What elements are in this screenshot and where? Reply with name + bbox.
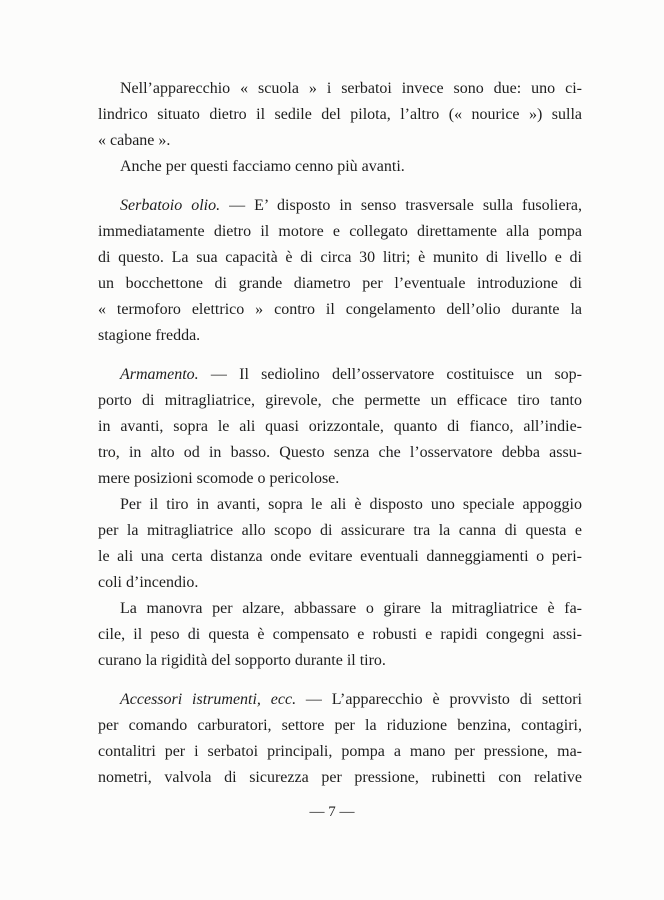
paragraph bbox=[98, 492, 582, 596]
text-line: di questo. La sua capacità è di circa 30 litri; è munito di livello e di bbox=[98, 249, 582, 266]
text-line: le ali una certa distanza onde evitare eventuali danneggiamenti o peri- bbox=[98, 548, 582, 565]
text-line: Per il tiro in avanti, sopra le ali è disposto uno speciale appoggio bbox=[120, 496, 582, 513]
text-line: nometri, valvola di sicurezza per pressione, rubinetti con relative bbox=[98, 769, 582, 786]
text-line: stagione fredda. bbox=[98, 327, 201, 344]
section-heading: Accessori istrumenti, ecc. bbox=[120, 691, 297, 708]
paragraph bbox=[98, 76, 582, 154]
page-number: — 7 — bbox=[309, 804, 355, 820]
text-line: cile, il peso di questa è compensato e robusti e rapidi congegni assi- bbox=[98, 626, 582, 643]
text-line: « termoforo elettrico » contro il congelamento dell’olio durante la bbox=[98, 301, 582, 318]
text-line: Anche per questi facciamo cenno più avanti. bbox=[120, 158, 405, 175]
paragraph bbox=[98, 687, 582, 791]
text-run: — Il sediolino dell’osservatore costituisce un sop- bbox=[198, 366, 582, 383]
text-line: contalitri per i serbatoi principali, pompa a mano per pressione, ma- bbox=[98, 743, 582, 760]
text-line: per comando carburatori, settore per la riduzione benzina, contagiri, bbox=[98, 717, 582, 734]
text-line: tro, in alto od in basso. Questo senza che l’osservatore debba assu- bbox=[98, 444, 582, 461]
paragraph bbox=[98, 193, 582, 349]
text-line bbox=[98, 687, 582, 713]
text-line: Nell’apparecchio « scuola » i serbatoi invece sono due: uno ci- bbox=[120, 80, 582, 97]
section-heading: Armamento. bbox=[120, 366, 199, 383]
text-line: curano la rigidità del sopporto durante il tiro. bbox=[98, 652, 386, 669]
text-run: — L’apparecchio è provvisto di settori bbox=[296, 691, 582, 708]
text-line: coli d’incendio. bbox=[98, 574, 199, 591]
text-line: La manovra per alzare, abbassare o girare la mitragliatrice è fa- bbox=[120, 600, 582, 617]
text-line: « cabane ». bbox=[98, 132, 171, 149]
text-line: in avanti, sopra le ali quasi orizzontale, quanto di fianco, all’indie- bbox=[98, 418, 582, 435]
text-run: — E’ disposto in senso trasversale sulla fusoliera, bbox=[220, 197, 583, 214]
body-text bbox=[98, 76, 582, 791]
text-line: immediatamente dietro il motore e collegato direttamente alla pompa bbox=[98, 223, 582, 240]
section-heading: Serbatoio olio. bbox=[120, 197, 221, 214]
text-line: per la mitragliatrice allo scopo di assicurare tra la canna di questa e bbox=[98, 522, 582, 539]
paragraph bbox=[98, 362, 582, 492]
paragraph bbox=[98, 596, 582, 674]
text-line: un bocchettone di grande diametro per l’eventuale introduzione di bbox=[98, 275, 582, 292]
text-line: lindrico situato dietro il sedile del pilota, l’altro (« nourice ») sulla bbox=[98, 106, 582, 123]
text-line: mere posizioni scomode o pericolose. bbox=[98, 470, 340, 487]
text-line bbox=[98, 362, 582, 388]
text-line: porto di mitragliatrice, girevole, che permette un efficace tiro tanto bbox=[98, 392, 582, 409]
paragraph bbox=[98, 154, 582, 180]
text-line bbox=[98, 193, 582, 219]
